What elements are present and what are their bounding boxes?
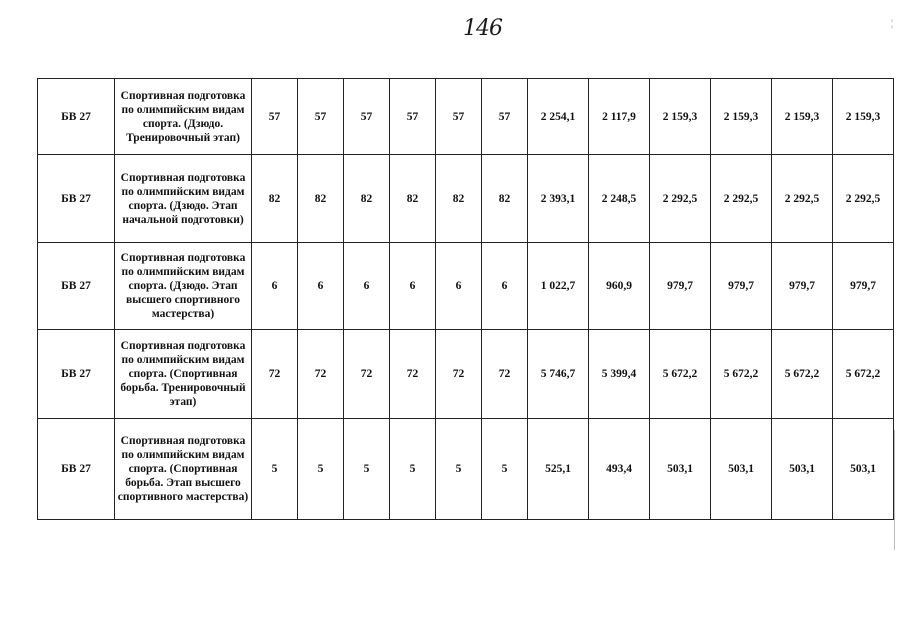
row-amount: 979,7 <box>711 243 772 330</box>
row-amount: 5 399,4 <box>589 330 650 419</box>
row-amount: 2 393,1 <box>528 155 589 243</box>
table-row <box>38 330 894 419</box>
row-quantity: 57 <box>298 79 344 155</box>
row-quantity: 5 <box>252 419 298 520</box>
scan-edge-line <box>894 430 895 550</box>
row-amount: 525,1 <box>528 419 589 520</box>
row-amount: 1 022,7 <box>528 243 589 330</box>
row-amount: 2 159,3 <box>772 79 833 155</box>
row-quantity: 72 <box>436 330 482 419</box>
table-row <box>38 155 894 243</box>
row-quantity: 82 <box>482 155 528 243</box>
row-amount: 979,7 <box>650 243 711 330</box>
row-amount: 2 159,3 <box>833 79 894 155</box>
row-quantity: 6 <box>344 243 390 330</box>
row-amount: 2 292,5 <box>711 155 772 243</box>
row-amount: 493,4 <box>589 419 650 520</box>
table-body <box>38 79 894 520</box>
scan-edge-mark: ¦ <box>890 18 893 29</box>
row-amount: 5 672,2 <box>650 330 711 419</box>
row-amount: 5 746,7 <box>528 330 589 419</box>
row-amount: 2 117,9 <box>589 79 650 155</box>
row-code: БВ 27 <box>38 419 115 520</box>
row-quantity: 6 <box>252 243 298 330</box>
row-quantity: 5 <box>390 419 436 520</box>
row-amount: 503,1 <box>833 419 894 520</box>
row-quantity: 57 <box>390 79 436 155</box>
row-amount: 2 292,5 <box>772 155 833 243</box>
row-description: Спортивная подготовка по олимпийским видам спорта. (Дзюдо. Этап начальной подготовки) <box>115 155 252 243</box>
row-quantity: 82 <box>252 155 298 243</box>
row-quantity: 82 <box>344 155 390 243</box>
row-amount: 979,7 <box>833 243 894 330</box>
row-code: БВ 27 <box>38 243 115 330</box>
row-amount: 2 292,5 <box>650 155 711 243</box>
row-amount: 503,1 <box>772 419 833 520</box>
row-code: БВ 27 <box>38 79 115 155</box>
row-quantity: 72 <box>252 330 298 419</box>
row-quantity: 5 <box>436 419 482 520</box>
row-description: Спортивная подготовка по олимпийским видам спорта. (Спортивная борьба. Этап высшего спортивного мастерства) <box>115 419 252 520</box>
row-quantity: 57 <box>436 79 482 155</box>
row-quantity: 82 <box>298 155 344 243</box>
table-row <box>38 243 894 330</box>
table-row <box>38 419 894 520</box>
row-description: Спортивная подготовка по олимпийским видам спорта. (Спортивная борьба. Тренировочный этап) <box>115 330 252 419</box>
row-amount: 5 672,2 <box>833 330 894 419</box>
row-amount: 5 672,2 <box>711 330 772 419</box>
row-code: БВ 27 <box>38 330 115 419</box>
row-quantity: 5 <box>344 419 390 520</box>
data-table <box>37 78 894 520</box>
table-row <box>38 79 894 155</box>
row-amount: 2 292,5 <box>833 155 894 243</box>
row-description: Спортивная подготовка по олимпийским видам спорта. (Дзюдо. Тренировочный этап) <box>115 79 252 155</box>
row-amount: 5 672,2 <box>772 330 833 419</box>
row-quantity: 72 <box>298 330 344 419</box>
row-amount: 2 254,1 <box>528 79 589 155</box>
row-quantity: 6 <box>390 243 436 330</box>
row-quantity: 57 <box>344 79 390 155</box>
row-quantity: 57 <box>252 79 298 155</box>
row-quantity: 72 <box>482 330 528 419</box>
row-quantity: 57 <box>482 79 528 155</box>
row-quantity: 72 <box>344 330 390 419</box>
row-amount: 503,1 <box>711 419 772 520</box>
row-quantity: 6 <box>482 243 528 330</box>
row-amount: 503,1 <box>650 419 711 520</box>
page-number: 146 <box>463 16 502 41</box>
row-amount: 2 159,3 <box>711 79 772 155</box>
row-quantity: 6 <box>298 243 344 330</box>
row-amount: 960,9 <box>589 243 650 330</box>
row-quantity: 72 <box>390 330 436 419</box>
row-amount: 979,7 <box>772 243 833 330</box>
row-amount: 2 159,3 <box>650 79 711 155</box>
row-quantity: 5 <box>298 419 344 520</box>
row-code: БВ 27 <box>38 155 115 243</box>
row-description: Спортивная подготовка по олимпийским видам спорта. (Дзюдо. Этап высшего спортивного мастерства) <box>115 243 252 330</box>
row-quantity: 82 <box>436 155 482 243</box>
row-quantity: 82 <box>390 155 436 243</box>
row-amount: 2 248,5 <box>589 155 650 243</box>
row-quantity: 5 <box>482 419 528 520</box>
row-quantity: 6 <box>436 243 482 330</box>
